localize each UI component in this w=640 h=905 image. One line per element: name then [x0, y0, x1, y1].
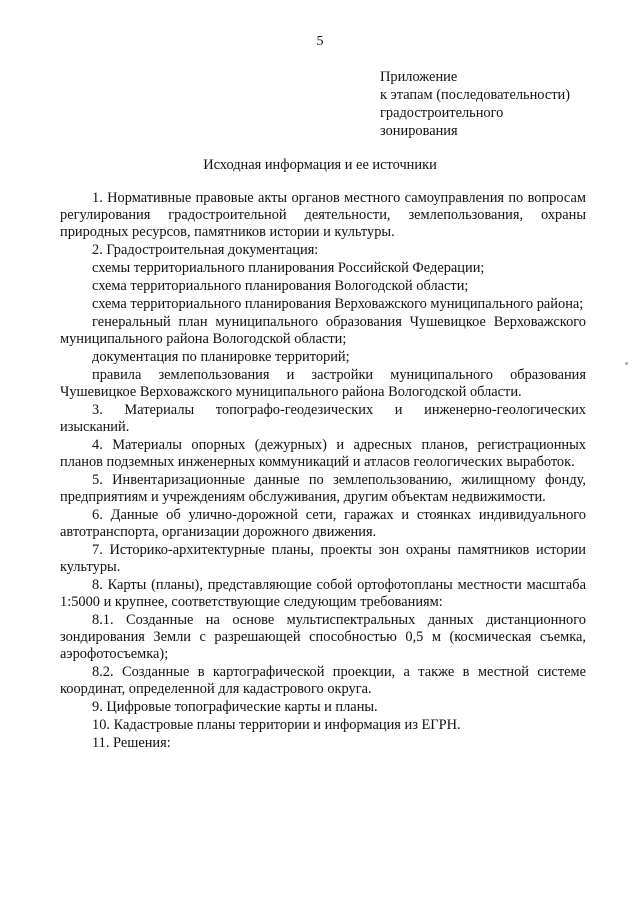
appendix-line: Приложение	[380, 69, 458, 85]
paragraph: схема территориального планирования Верховажского муниципального района;	[92, 296, 584, 312]
scan-speck	[625, 362, 628, 365]
paragraph: 8.2. Созданные в картографической проекции, а также в местной системе координат, определенной для кадастрового округа.	[60, 664, 586, 697]
paragraph: 11. Решения:	[92, 735, 171, 751]
paragraph: схема территориального планирования Вологодской области;	[92, 278, 469, 294]
appendix-line: градостроительного	[380, 105, 504, 121]
paragraph: правила землепользования и застройки муниципального образования Чушевицкое Верховажского муниципального района Вологодской области.	[60, 367, 586, 400]
document-body	[60, 190, 586, 753]
paragraph: 9. Цифровые топографические карты и планы.	[92, 699, 378, 715]
document-heading: Исходная информация и ее источники	[203, 157, 437, 173]
paragraph: 8.1. Созданные на основе мультиспектральных данных дистанционного зондирования Земли с разрешающей способностью 0,5 м (космическая съемка, аэрофотосъемка);	[60, 612, 586, 662]
paragraph: схемы территориального планирования Российской Федерации;	[92, 260, 485, 276]
paragraph: 1. Нормативные правовые акты органов местного самоуправления по вопросам регулирования градостроительной деятельности, землепользования, охраны природных ресурсов, памятников истории и культуры.	[60, 190, 586, 240]
paragraph: генеральный план муниципального образования Чушевицкое Верховажского муниципального района Вологодской области;	[60, 314, 586, 347]
page-number: 5	[316, 34, 324, 49]
paragraph: документация по планировке территорий;	[92, 349, 350, 365]
appendix-block	[380, 68, 570, 140]
paragraph: 10. Кадастровые планы территории и информация из ЕГРН.	[92, 717, 461, 733]
appendix-line: зонирования	[380, 123, 458, 139]
paragraph: 6. Данные об улично-дорожной сети, гаражах и стоянках индивидуального автотранспорта, организации дорожного движения.	[60, 507, 586, 540]
appendix-line: к этапам (последовательности)	[380, 87, 571, 103]
paragraph: 4. Материалы опорных (дежурных) и адресных планов, регистрационных планов подземных инженерных коммуникаций и атласов геологических выработок.	[60, 437, 586, 470]
paragraph: 5. Инвентаризационные данные по землепользованию, жилищному фонду, предприятиям и учреждениям обслуживания, другим объектам недвижимости.	[60, 472, 586, 505]
paragraph: 3. Материалы топографо-геодезических и инженерно-геологических изысканий.	[60, 402, 586, 435]
paragraph: 7. Историко-архитектурные планы, проекты зон охраны памятников истории культуры.	[60, 542, 586, 575]
paragraph: 8. Карты (планы), представляющие собой ортофотопланы местности масштаба 1:5000 и крупнее, соответствующие следующим требованиям:	[60, 577, 586, 610]
paragraph: 2. Градостроительная документация:	[92, 242, 319, 258]
